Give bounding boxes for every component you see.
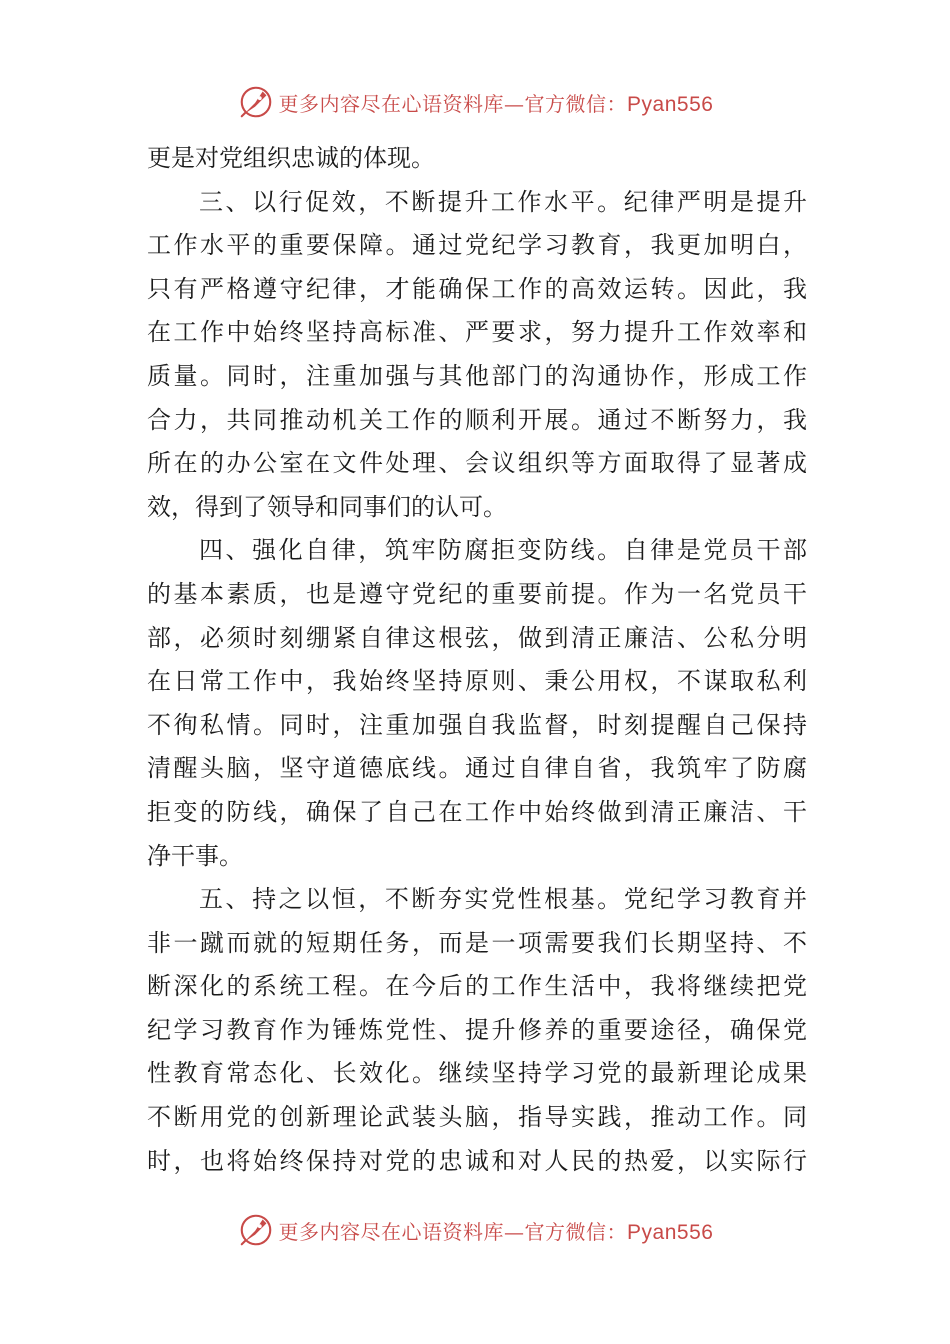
- paragraph-line: 非一蹴而就的短期任务，而是一项需要我们长期坚持、不: [147, 928, 807, 957]
- watermark-text: 更多内容尽在心语资料库—官方微信：Pyan556: [278, 1219, 714, 1244]
- paragraph-line: 三、以行促效，不断提升工作水平。纪律严明是提升: [199, 187, 807, 216]
- pen-nib-logo-icon: [237, 1211, 275, 1249]
- paragraph-line: 性教育常态化、长效化。继续坚持学习党的最新理论成果: [147, 1059, 807, 1088]
- paragraph-line: 更是对党组织忠诚的体现。: [147, 144, 435, 172]
- document-body: [147, 137, 807, 1183]
- paragraph-line: 在工作中始终坚持高标准、严要求，努力提升工作效率和: [147, 318, 807, 347]
- paragraph: [147, 181, 807, 530]
- paragraph-line: 时，也将始终保持对党的忠诚和对人民的热爱，以实际行: [147, 1146, 807, 1175]
- paragraph-line: 净干事。: [147, 841, 243, 870]
- footer-watermark: [0, 1210, 950, 1250]
- header-watermark: [0, 82, 950, 122]
- paragraph-line: 拒变的防线，确保了自己在工作中始终做到清正廉洁、干: [147, 797, 807, 826]
- paragraph-line: 的基本素质，也是遵守党纪的重要前提。作为一名党员干: [147, 579, 807, 608]
- paragraph: [147, 137, 807, 181]
- watermark-text: 更多内容尽在心语资料库—官方微信：Pyan556: [278, 91, 714, 116]
- paragraph-line: 断深化的系统工程。在今后的工作生活中，我将继续把党: [147, 972, 807, 1001]
- paragraph-line: 不徇私情。同时，注重加强自我监督，时刻提醒自己保持: [147, 710, 807, 739]
- paragraph-line: 在日常工作中，我始终坚持原则、秉公用权，不谋取私利: [147, 667, 807, 696]
- paragraph-line: 质量。同时，注重加强与其他部门的沟通协作，形成工作: [147, 361, 807, 390]
- paragraph-line: 纪学习教育作为锤炼党性、提升修养的重要途径，确保党: [147, 1015, 807, 1044]
- paragraph-line: 部，必须时刻绷紧自律这根弦，做到清正廉洁、公私分明: [147, 623, 807, 652]
- paragraph-line: 只有严格遵守纪律，才能确保工作的高效运转。因此，我: [147, 274, 807, 303]
- paragraph-line: 效，得到了领导和同事们的认可。: [147, 492, 507, 521]
- paragraph-line: 不断用党的创新理论武装头脑，指导实践，推动工作。同: [147, 1103, 807, 1132]
- paragraph: [147, 529, 807, 878]
- paragraph-line: 所在的办公室在文件处理、会议组织等方面取得了显著成: [147, 449, 807, 478]
- paragraph-line: 五、持之以恒，不断夯实党性根基。党纪学习教育并: [199, 885, 807, 914]
- paragraph-line: 工作水平的重要保障。通过党纪学习教育，我更加明白，: [147, 231, 807, 260]
- paragraph-line: 四、强化自律，筑牢防腐拒变防线。自律是党员干部: [199, 536, 807, 565]
- paragraph-line: 清醒头脑，坚守道德底线。通过自律自省，我筑牢了防腐: [147, 754, 807, 783]
- paragraph: [147, 878, 807, 1183]
- pen-nib-logo-icon: [237, 83, 275, 121]
- paragraph-line: 合力，共同推动机关工作的顺利开展。通过不断努力，我: [147, 405, 807, 434]
